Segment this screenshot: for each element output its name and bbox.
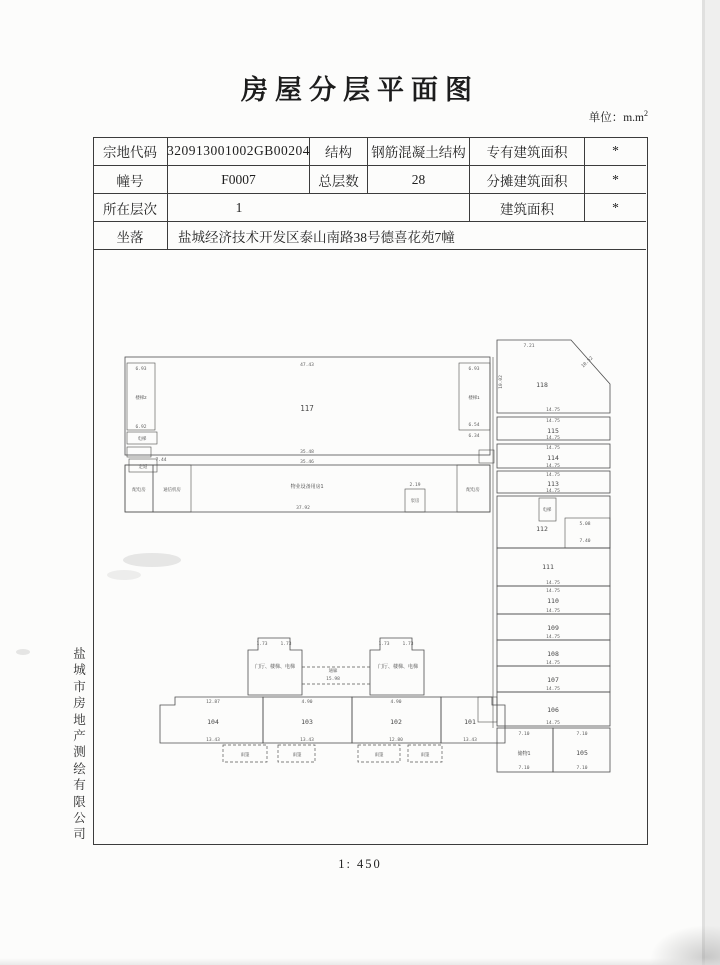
- power-room-right-label: 配电房: [466, 487, 480, 492]
- cell-parcel-code-value: 320913001002GB00204: [168, 137, 310, 166]
- dim-1-73: 1.73: [378, 642, 390, 647]
- dim-14-75: 14.75: [546, 687, 560, 692]
- room-118-label: 118: [536, 381, 548, 389]
- dim-1-73: 1.73: [256, 642, 268, 647]
- dim-14-75: 14.75: [546, 408, 560, 413]
- room-109-label: 109: [547, 624, 559, 632]
- dim-6-92: 6.92: [135, 425, 147, 430]
- room-112-outline: [497, 496, 610, 548]
- small-room-outline: [127, 447, 151, 457]
- cell-exclusive-area-value: *: [585, 137, 646, 166]
- dim-37-92: 37.92: [296, 506, 310, 511]
- dim-5-08: 5.08: [579, 522, 591, 527]
- room-118-outline: [497, 340, 610, 413]
- dim-4-90: 4.90: [301, 700, 313, 705]
- dim-14-75: 14.75: [546, 609, 560, 614]
- dim-14-75: 14.75: [546, 589, 560, 594]
- room-105-label: 105: [576, 749, 588, 757]
- cell-location-label: 坐落: [93, 222, 168, 250]
- dim-13-43: 13.43: [300, 738, 314, 743]
- cell-shared-area-label: 分摊建筑面积: [470, 166, 585, 194]
- cell-total-floors-value: 28: [368, 166, 470, 194]
- dim-7-10: 7.10: [576, 766, 588, 771]
- cell-floor-level-label: 所在层次: [93, 194, 168, 222]
- dim-14-75: 14.75: [546, 446, 560, 451]
- stairwell-2-label: 楼梯2: [135, 395, 147, 400]
- room-117-label: 117: [300, 404, 314, 413]
- pencil-smudge: [16, 649, 30, 655]
- room-114-label: 114: [547, 454, 559, 462]
- canopy-3-label: 雨篷: [374, 752, 384, 757]
- stairwell-1-label: 楼梯1: [468, 395, 480, 400]
- dim-6-54: 6.54: [468, 423, 480, 428]
- cell-structure-value: 钢筋混凝土结构: [368, 137, 470, 166]
- dim-10-52: 10.52: [580, 356, 595, 370]
- entrance-hall-right-label: 门厅、楼梯、电梯: [377, 664, 419, 670]
- link-corridor-label: 通廊: [328, 668, 338, 673]
- dim-47-43: 47.43: [300, 363, 314, 368]
- room-103-label: 103: [301, 718, 313, 726]
- dim-14-75: 14.75: [546, 419, 560, 424]
- scan-edge-artifact: [705, 0, 720, 965]
- elevator-small-outline: [479, 450, 494, 463]
- room-111-label: 111: [542, 563, 554, 571]
- dim-14-75: 14.75: [546, 489, 560, 494]
- dim-14-75: 14.75: [546, 721, 560, 726]
- canopy-1-label: 雨篷: [240, 752, 250, 757]
- dim-14-75: 14.75: [546, 635, 560, 640]
- cell-parcel-code-label: 宗地代码: [93, 137, 168, 166]
- room-108-label: 108: [547, 650, 559, 658]
- dim-7-21: 7.21: [523, 344, 535, 349]
- dim-7-40: 7.40: [579, 539, 591, 544]
- room-106-label: 106: [547, 706, 559, 714]
- elevator-112-label: 电梯: [542, 507, 552, 512]
- dim-13-43: 13.43: [463, 738, 477, 743]
- cell-building-area-label: 建筑面积: [470, 194, 585, 222]
- dim-12-87: 12.87: [206, 700, 220, 705]
- dim-6-93-a: 6.93: [135, 367, 147, 372]
- storage-attach-outline: [478, 697, 497, 722]
- page-title: 房屋分层平面图: [241, 75, 479, 105]
- dim-14-75: 14.75: [546, 473, 560, 478]
- cell-building-no-value: F0007: [168, 166, 310, 194]
- dim-6-34: 6.34: [468, 434, 480, 439]
- storage-1-label: 储物1: [517, 751, 531, 757]
- cell-building-no-label: 幢号: [93, 166, 168, 194]
- room-115-label: 115: [547, 427, 559, 435]
- property-room-label: 物业设备用房1: [290, 484, 324, 490]
- room-102-label: 102: [390, 718, 402, 726]
- dim-10-02: 10.02: [499, 375, 504, 389]
- dim-35-46: 35.46: [300, 460, 314, 465]
- room-110-label: 110: [547, 597, 559, 605]
- cell-shared-area-value: *: [585, 166, 646, 194]
- cell-exclusive-area-label: 专有建筑面积: [470, 137, 585, 166]
- room-101-label: 101: [464, 718, 476, 726]
- pencil-smudge: [123, 553, 181, 567]
- room-113-label: 113: [547, 480, 559, 488]
- dim-35-48: 35.48: [300, 450, 314, 455]
- room-107-label: 107: [547, 676, 559, 684]
- map-scale: 1: 450: [338, 857, 382, 871]
- dim-14-75: 14.75: [546, 436, 560, 441]
- dim-14-75: 14.75: [546, 661, 560, 666]
- pencil-smudge: [107, 570, 141, 580]
- scan-bottom-shadow: [0, 958, 720, 965]
- dim-1-73: 1.73: [402, 642, 414, 647]
- dim-2-19: 2.19: [409, 483, 421, 488]
- dim-14-75: 14.75: [546, 581, 560, 586]
- surveying-company-vertical-text: 盐城市房地产测绘有限公司: [73, 647, 86, 842]
- floor-level-value-text: 1: [235, 199, 243, 215]
- dim-6-93-b: 6.93: [468, 367, 480, 372]
- dim-12-80: 12.80: [389, 738, 403, 743]
- canopy-2-label: 雨篷: [292, 752, 302, 757]
- pump-room-label: 泵房: [410, 498, 420, 503]
- dim-13-43: 13.43: [206, 738, 220, 743]
- dim-7-10: 7.10: [518, 732, 530, 737]
- dim-14-75: 14.75: [546, 464, 560, 469]
- dim-7-10: 7.10: [576, 732, 588, 737]
- cell-location-value: 盐城经济技术开发区泰山南路38号德喜花苑7幢: [168, 222, 646, 250]
- cell-building-area-value: *: [585, 194, 646, 222]
- dim-4-90: 4.90: [390, 700, 402, 705]
- room-112-label: 112: [536, 525, 548, 533]
- cell-total-floors-label: 总层数: [310, 166, 368, 194]
- dim-7-44: 7.44: [155, 458, 167, 463]
- unit-text: 单位：m.m: [588, 112, 644, 124]
- cell-structure-label: 结构: [310, 137, 368, 166]
- power-room-left-label: 配电房: [132, 487, 146, 492]
- entrance-hall-left-label: 门厅、楼梯、电梯: [254, 664, 296, 670]
- canopy-4-label: 雨篷: [420, 752, 430, 757]
- telecom-room-label: 通信机房: [163, 487, 181, 492]
- elevator-label: 电梯: [137, 436, 147, 441]
- dim-7-10: 7.10: [518, 766, 530, 771]
- dim-1-73: 1.73: [280, 642, 292, 647]
- link-corridor-dim: 15.98: [326, 677, 340, 682]
- corridor-small-label: 走道: [138, 464, 148, 469]
- room-104-label: 104: [207, 718, 219, 726]
- unit-superscript: 2: [644, 109, 648, 119]
